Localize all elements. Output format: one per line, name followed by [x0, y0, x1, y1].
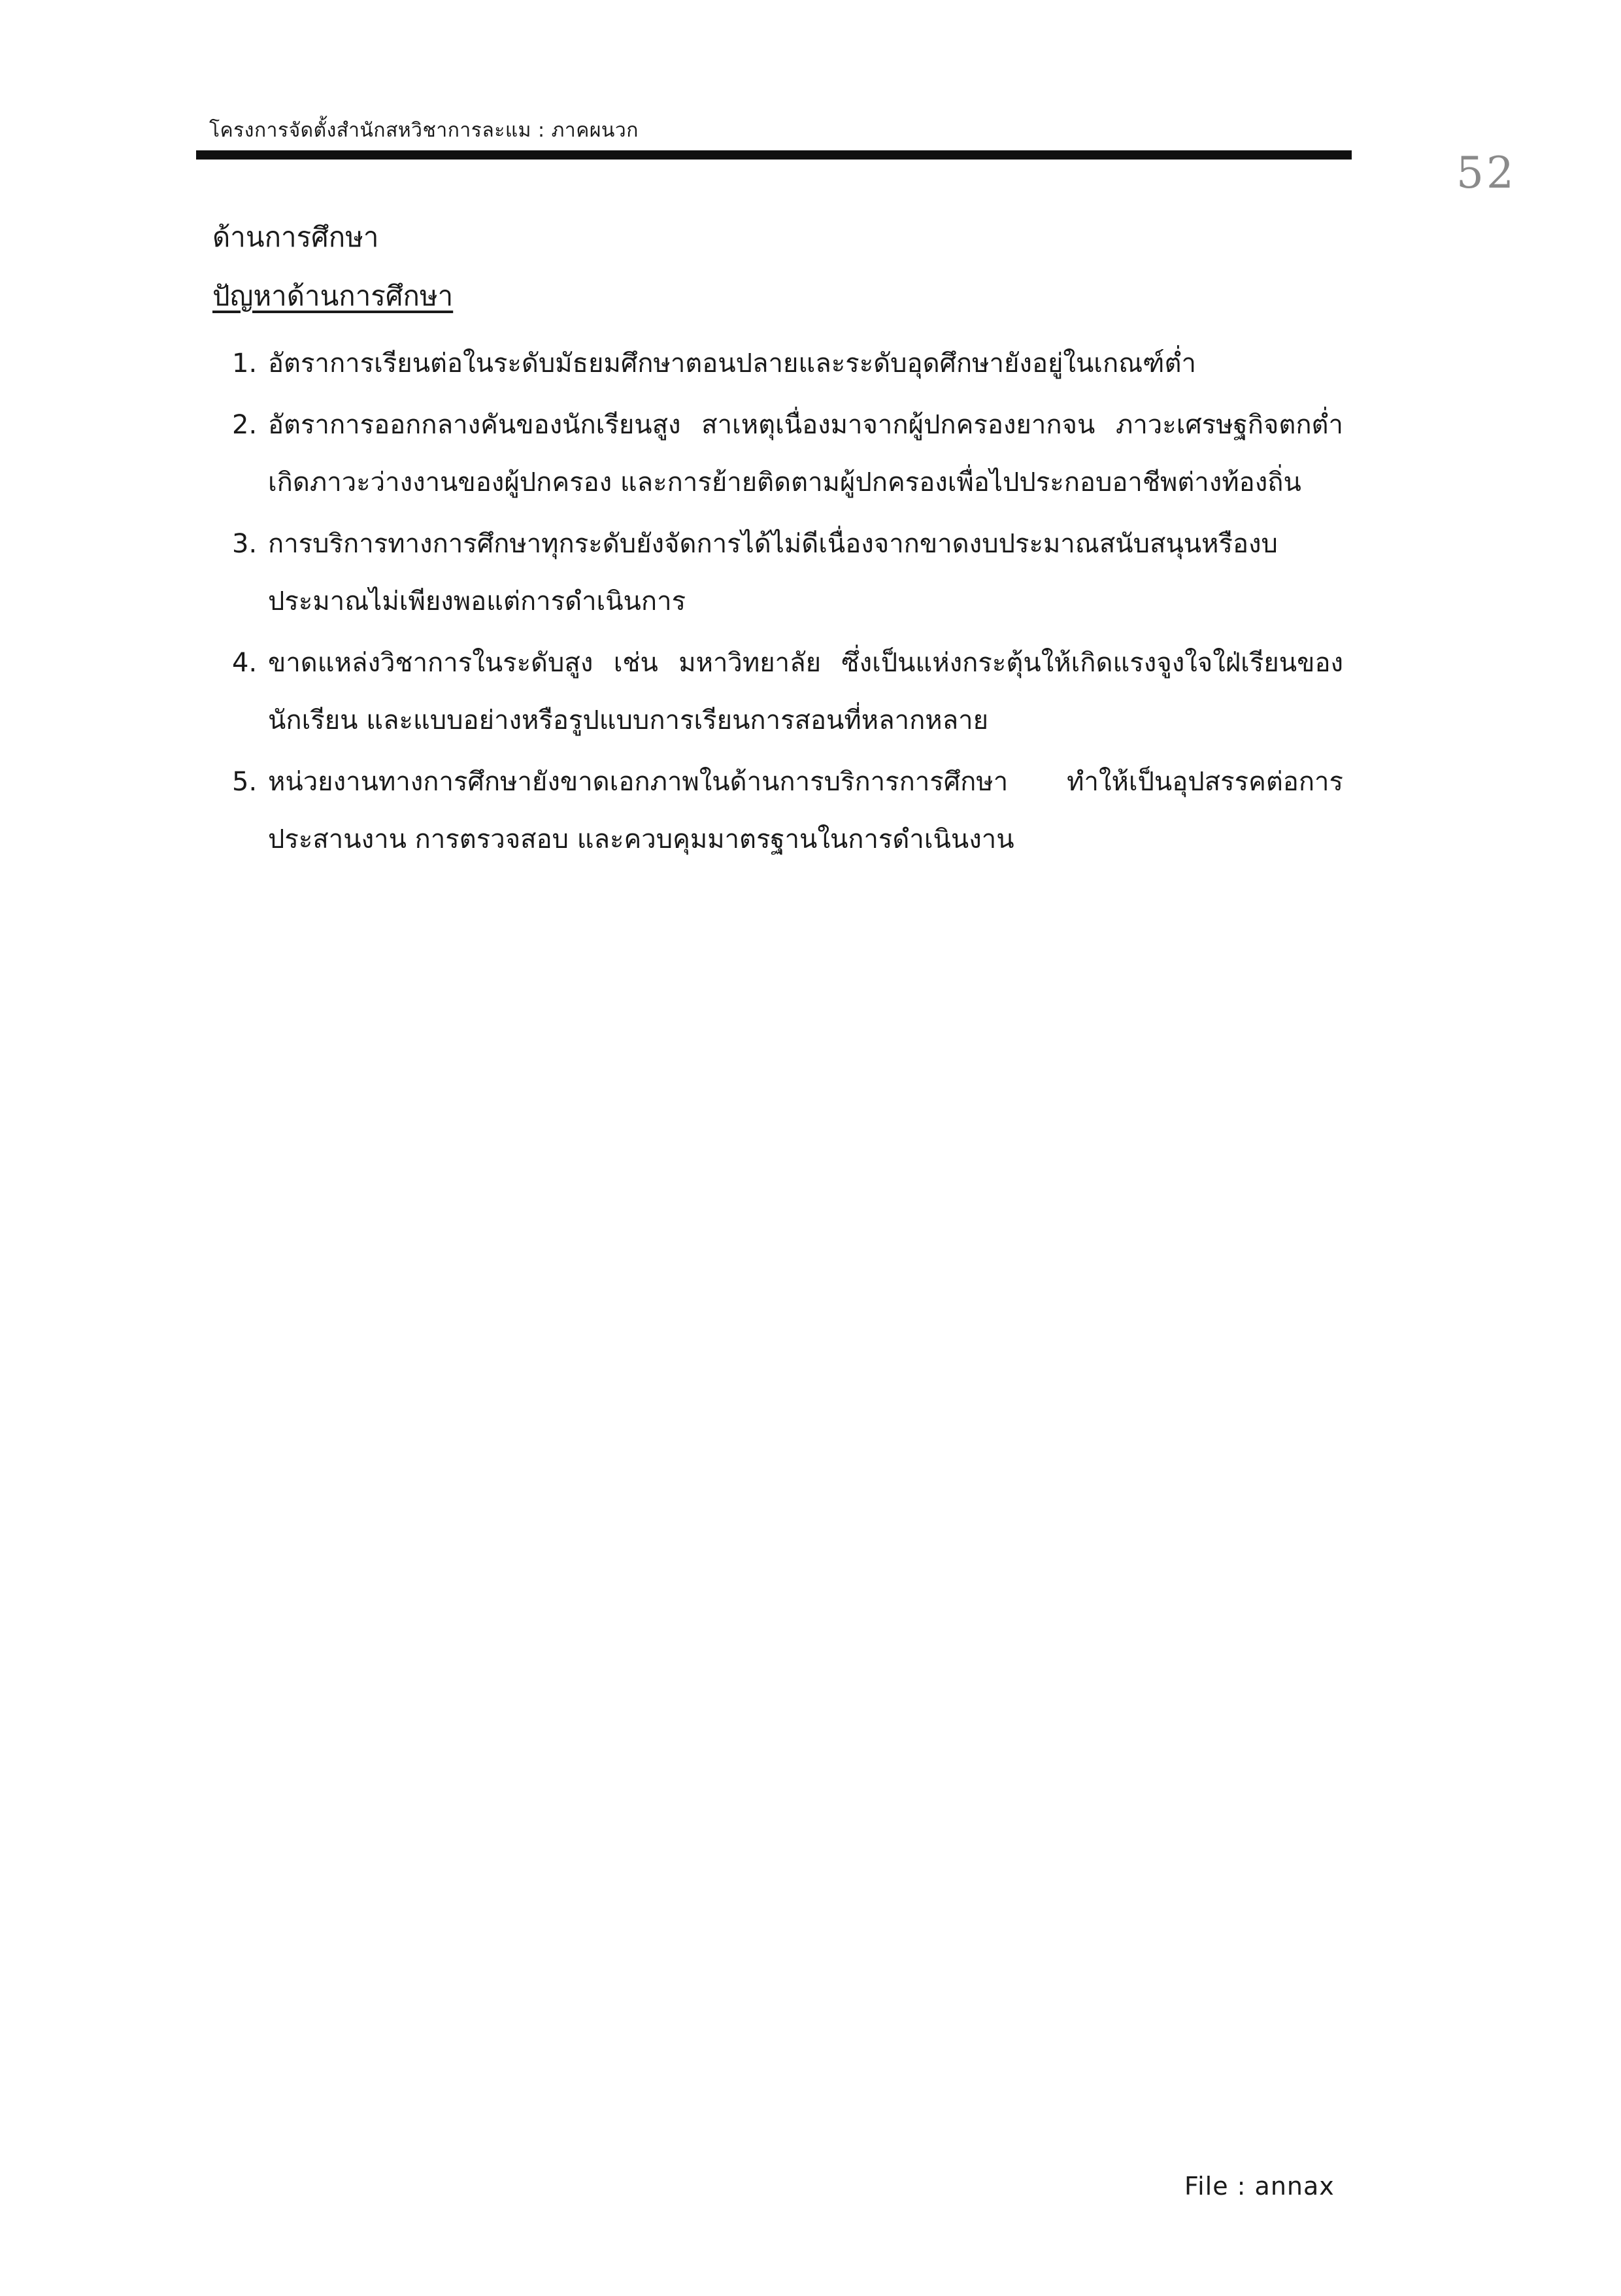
item-text: อัตราการเรียนต่อในระดับมัธยมศึกษาตอนปลายและระดับอุดศึกษายังอยู่ในเกณฑ์ต่ำ [268, 348, 1196, 379]
item-number: 3. [232, 529, 258, 559]
section-subheading: ปัญหาด้านการศึกษา [212, 280, 454, 312]
item-text: การบริการทางการศึกษาทุกระดับยังจัดการได้ไม่ดีเนื่องจากขาดงบประมาณสนับสนุนหรืองบประมาณไม่เพียงพอแต่การดำเนินการ [268, 529, 1278, 616]
item-text: หน่วยงานทางการศึกษายังขาดเอกภาพในด้านการบริการการศึกษา ทำให้เป็นอุปสรรคต่อการประสานงาน การตรวจสอบ และควบคุมมาตรฐานในการดำเนินงาน [268, 767, 1343, 854]
list-item [232, 634, 1343, 749]
item-text: ขาดแหล่งวิชาการในระดับสูง เช่น มหาวิทยาลัย ซึ่งเป็นแห่งกระตุ้นให้เกิดแรงจูงใจใฝ่เรียนของนักเรียน และแบบอย่างหรือรูปแบบการเรียนการสอนที่หลากหลาย [268, 648, 1343, 735]
list-item [232, 515, 1343, 630]
footer-file-label: File : annax [1184, 2172, 1335, 2201]
list-item [232, 335, 1343, 392]
item-number: 4. [232, 648, 258, 678]
list-item [232, 753, 1343, 868]
page-number: 52 [1456, 148, 1516, 198]
section-heading: ด้านการศึกษา [212, 221, 379, 253]
item-text: อัตราการออกกลางคันของนักเรียนสูง สาเหตุเนื่องมาจากผู้ปกครองยากจน ภาวะเศรษฐกิจตกต่ำ เกิดภาวะว่างงานของผู้ปกครอง และการย้ายติดตามผู้ปกครองเพื่อไปประกอบอาชีพต่างท้องถิ่น [268, 410, 1343, 498]
item-number: 1. [232, 348, 258, 379]
list-item [232, 396, 1343, 511]
item-number: 5. [232, 767, 258, 797]
problem-list [232, 335, 1343, 872]
header-title: โครงการจัดตั้งสำนักสหวิชาการละแม : ภาคผนวก [209, 119, 639, 142]
header-rule [196, 150, 1352, 160]
item-number: 2. [232, 410, 258, 440]
